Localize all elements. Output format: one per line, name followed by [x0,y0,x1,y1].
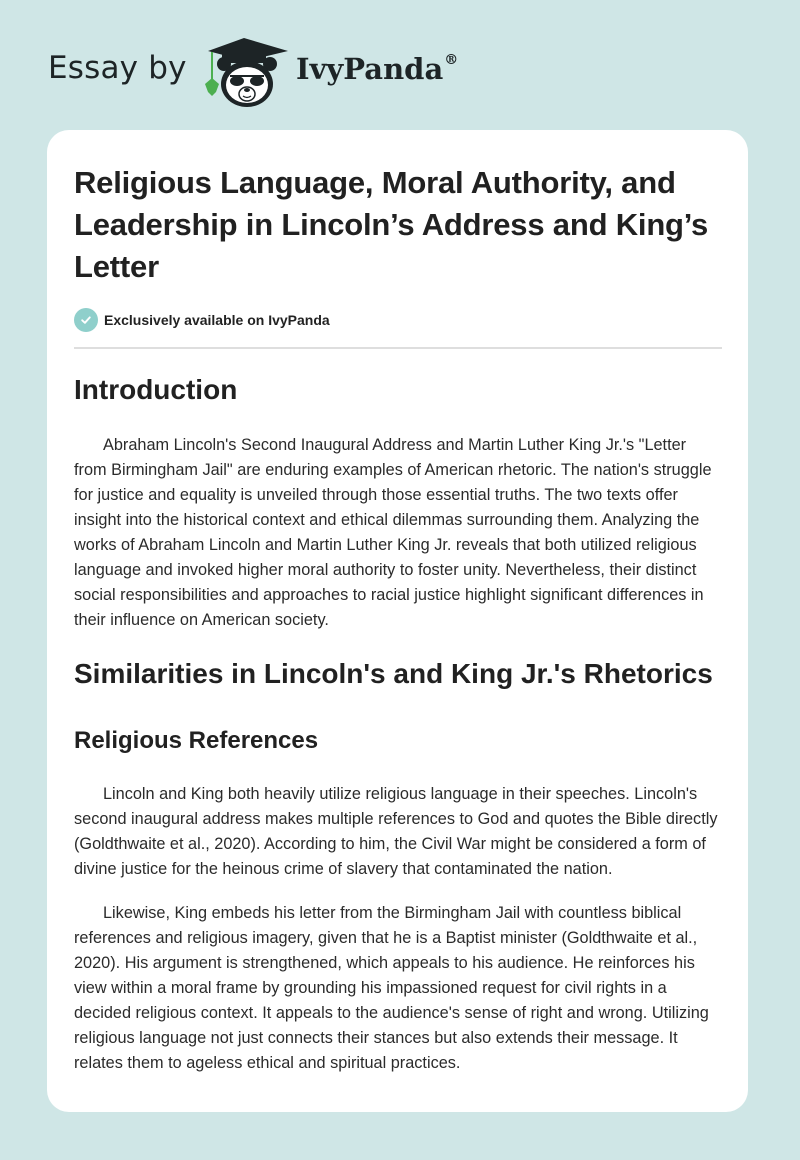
brand-name[interactable] [296,52,458,86]
divider [74,347,722,349]
site-header [0,0,800,130]
subsection-heading-religious-references: Religious References [74,727,319,754]
essay-card [47,130,748,1112]
paragraph: Lincoln and King both heavily utilize religious language in their speeches. Lincoln's second inaugural address makes multiple references to God and quotes the Bible directly (Goldthwaite et al., 2020). According to him, the Civil War might be considered a form of divine justice for the heinous crime of slavery that contaminated the nation. [74,785,718,878]
page-title: Religious Language, Moral Authority, and Leadership in Lincoln’s Address and King’s Letter [74,165,709,284]
paragraph: Likewise, King embeds his letter from the Birmingham Jail with countless biblical references and religious imagery, given that he is a Baptist minister (Goldthwaite et al., 2020). His argument is strengthened, which appeals to his audience. He reinforces his view within a moral frame by grounding his impassioned request for civil rights in a decided religious context. It appeals to the audience's sense of right and wrong. Utilizing religious language not just connects their stances but also extends their message. It relates them to ageless ethical and spiritual practices. [74,904,709,1072]
exclusive-badge [74,306,722,334]
badge-label: Exclusively available on IvyPanda [104,312,330,328]
section-heading-introduction: Introduction [74,374,238,405]
brand-prefix: Essay by [48,50,187,86]
registered-mark: ® [444,52,459,69]
section-heading-similarities: Similarities in Lincoln's and King Jr.'s Rhetorics [74,658,713,689]
paragraph: Abraham Lincoln's Second Inaugural Address and Martin Luther King Jr.'s "Letter from Birmingham Jail" are enduring examples of American rhetoric. The nation's struggle for justice and equality is unveiled through those essential truths. The two texts offer insight into the historical context and ethical dilemmas surrounding them. Analyzing the works of Abraham Lincoln and Martin Luther King Jr. reveals that both utilized religious language and invoked higher moral authority to foster unity. Nevertheless, their distinct social responsibilities and approaches to racial justice highlight significant differences in their influence on American society. [74,436,712,629]
panda-graduate-logo-icon[interactable] [200,34,292,110]
check-circle-icon [74,308,98,332]
brand-name-text: IvyPanda [296,52,444,86]
